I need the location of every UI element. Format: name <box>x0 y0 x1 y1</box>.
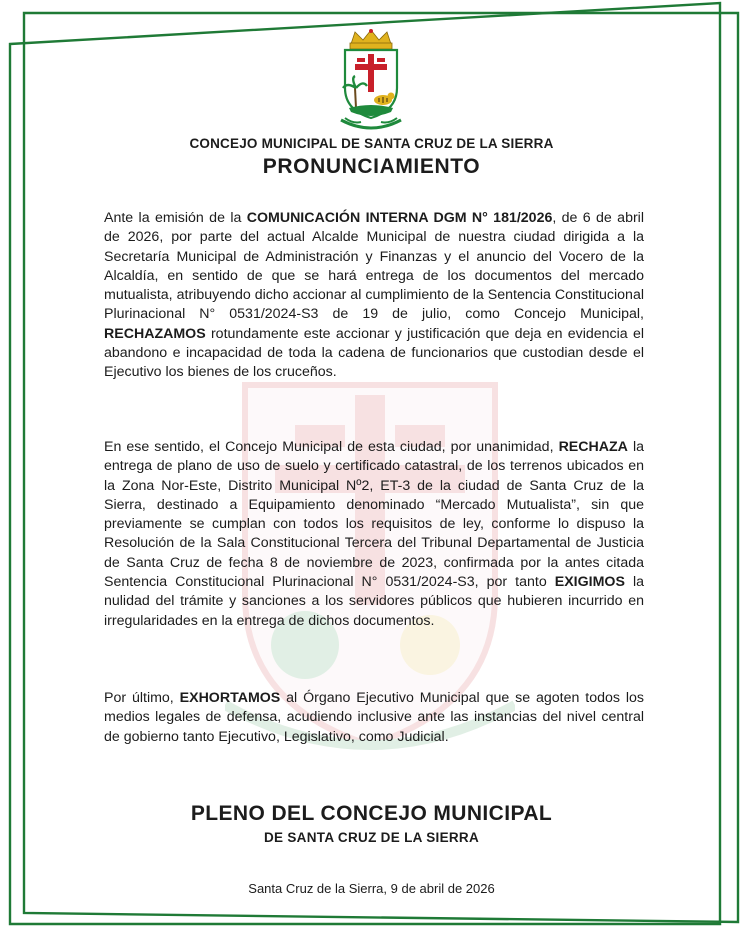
paragraph-1-text: Ante la emisión de la <box>104 210 247 226</box>
paragraph-3 <box>104 689 644 747</box>
paragraph-2-bold: RECHAZA <box>558 439 628 455</box>
document-title: PRONUNCIAMIENTO <box>262 155 481 178</box>
paragraph-3-bold: EXHORTAMOS <box>179 690 281 706</box>
paragraph-2-text: En ese sentido, el Concejo Municipal de esta ciudad, por unanimidad, <box>104 439 559 455</box>
paragraph-2-bold: EXIGIMOS <box>554 574 625 591</box>
paragraph-2-text: la nulidad del trámite y sanciones a los servidores públicos que hubieren incurrido en irregularidades en la entrega de dichos documentos. <box>104 574 644 629</box>
paragraph-3-text: al Órgano Ejecutivo Municipal que se agoten todos los medios legales de defensa, acudiendo inclusive ante las instancias del nivel central de gobierno tanto Ejecutivo, Legislativo, como Judicial. <box>104 690 644 745</box>
paragraph-1-text: , de 6 de abril de 2026, por parte del actual Alcalde Municipal de nuestra ciudad dirigida a la Secretaría Municipal de Administración y Finanzas y el anuncio del Vocero de la Alcaldía, en sentido de que se hará entrega de los documentos del mercado mutualista, atribuyendo dicho accionar al cumplimiento de la Sentencia Constitucional Plurinacional N° 0531/2024-S3 de 19 de julio, como Concejo Municipal, <box>104 210 644 323</box>
place-and-date: Santa Cruz de la Sierra, 9 de abril de 2026 <box>248 881 495 896</box>
signature-main: PLENO DEL CONCEJO MUNICIPAL <box>190 802 553 825</box>
paragraph-1-text: rotundamente este accionar y justificación que deja en evidencia el abandono e incapacidad de toda la cadena de funcionarios que custodian desde el Ejecutivo los bienes de los cruceños. <box>104 325 644 381</box>
coat-of-arms-logo <box>333 28 409 132</box>
signature-sub: DE SANTA CRUZ DE LA SIERRA <box>263 830 480 845</box>
paragraph-3-text: Por último, <box>104 690 180 706</box>
crown-icon <box>350 29 392 49</box>
paragraph-2 <box>104 438 644 631</box>
paragraph-2-text: la entrega de plano de uso de suelo y certificado catastral, de los terrenos ubicados en la Zona Nor-Este, Distrito Municipal Nº2, ET-3 de la ciudad de Santa Cruz de la Sierra, destinado a Equipamiento denominado “Mercado Mutualista”, sin que previamente se cumplan con todos los requisitos de ley, conforme lo dispuso la Resolución de la Sala Constitucional Tercera del Tribunal Departamental de Justicia de Santa Cruz de fecha 8 de noviembre de 2023, confirmada por la antes citada Sentencia Constitucional Plurinacional N° 0531/2024-S3, por tanto <box>104 439 645 591</box>
paragraph-1-bold: COMUNICACIÓN INTERNA DGM N° 181/2026 <box>246 210 553 226</box>
organization-name: CONCEJO MUNICIPAL DE SANTA CRUZ DE LA SIERRA <box>189 136 554 151</box>
paragraph-1-bold: RECHAZAMOS <box>104 325 206 342</box>
paragraph-1 <box>104 209 644 383</box>
